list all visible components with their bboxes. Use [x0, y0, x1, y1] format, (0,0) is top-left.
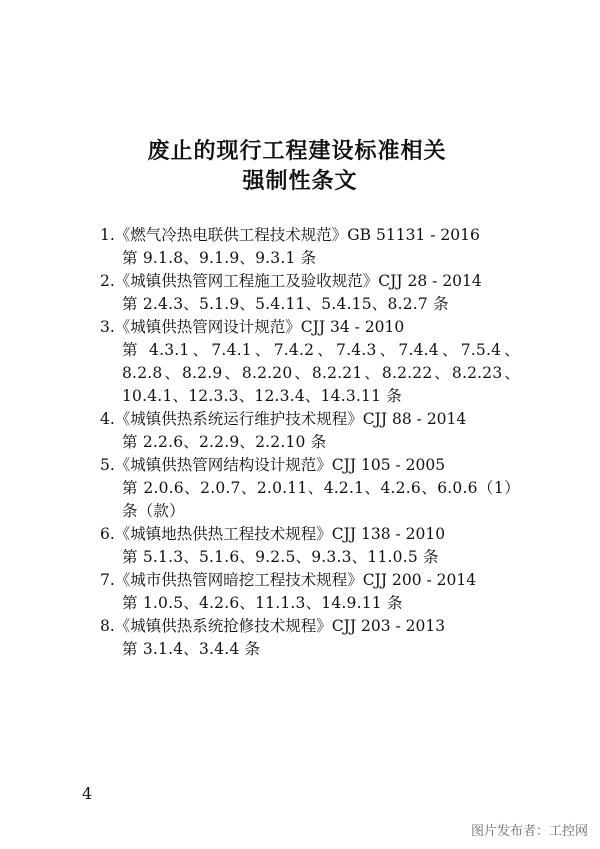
- standard-name: 7.《城市供热管网暗挖工程技术规程》CJJ 200 - 2014: [100, 571, 477, 589]
- standard-name: 6.《城镇地热供热工程技术规程》CJJ 138 - 2010: [100, 525, 446, 543]
- clause-list: 第 5.1.3、5.1.6、9.2.5、9.3.3、11.0.5 条: [122, 548, 439, 566]
- list-item: [100, 408, 520, 454]
- standard-name: 1.《燃气冷热电联供工程技术规范》GB 51131 - 2016: [100, 226, 480, 244]
- standards-list: [100, 224, 520, 661]
- standard-name: 8.《城镇供热系统抢修技术规程》CJJ 203 - 2013: [100, 617, 446, 635]
- standard-name: 3.《城镇供热管网设计规范》CJJ 34 - 2010: [100, 318, 405, 336]
- clause-list: 第 2.4.3、5.1.9、5.4.11、5.4.15、8.2.7 条: [122, 295, 449, 313]
- clause-list: 第 9.1.8、9.1.9、9.3.1 条: [122, 249, 317, 267]
- clause-list: 第 3.1.4、3.4.4 条: [122, 640, 261, 658]
- title-line-1: 废止的现行工程建设标准相关: [147, 138, 447, 164]
- list-item: [100, 316, 520, 408]
- list-item: [100, 270, 520, 316]
- publisher-watermark: 图片发布者：工控网: [470, 824, 588, 839]
- clause-list: 第 4.3.1、7.4.1、7.4.2、7.4.3、7.4.4、7.5.4、8.2.8、8.2.9、8.2.20、8.2.21、8.2.22、8.2.23、10.4.1、12.3.3、12.3.4、14.3.11 条: [122, 341, 520, 405]
- standard-name: 4.《城镇供热系统运行维护技术规程》CJJ 88 - 2014: [100, 410, 467, 428]
- clause-list: 第 2.2.6、2.2.9、2.2.10 条: [122, 433, 327, 451]
- clause-list: 第 1.0.5、4.2.6、11.1.3、14.9.11 条: [122, 594, 403, 612]
- list-item: [100, 615, 520, 661]
- page-number: 4: [82, 784, 93, 803]
- list-item: [100, 523, 520, 569]
- page-title: [0, 136, 600, 196]
- list-item: [100, 224, 520, 270]
- title-line-2: 强制性条文: [242, 168, 358, 194]
- list-item: [100, 454, 520, 523]
- clause-list: 第 2.0.6、2.0.7、2.0.11、4.2.1、4.2.6、6.0.6（1）条（款）: [122, 479, 520, 520]
- standard-name: 5.《城镇供热管网结构设计规范》CJJ 105 - 2005: [100, 456, 446, 474]
- list-item: [100, 569, 520, 615]
- standard-name: 2.《城镇供热管网工程施工及验收规范》CJJ 28 - 2014: [100, 272, 482, 290]
